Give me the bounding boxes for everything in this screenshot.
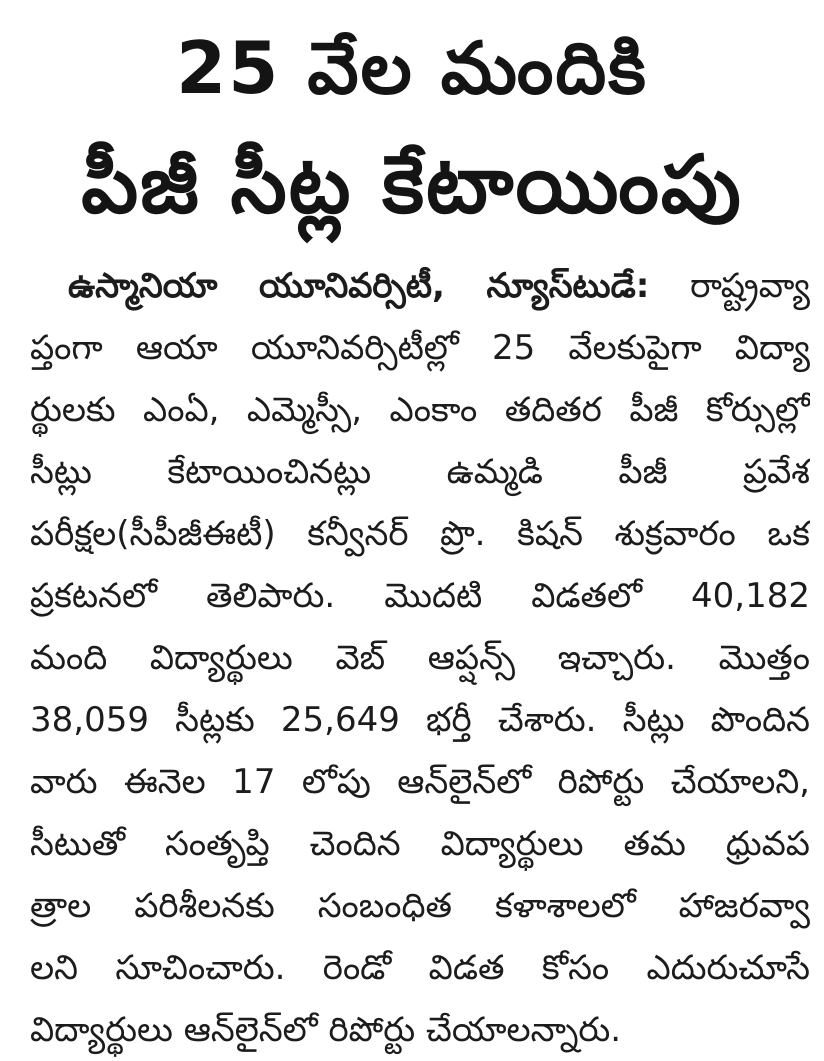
article-dateline: ఉస్మానియా యూనివర్సిటీ, న్యూస్‌టుడే:	[68, 266, 650, 306]
article-line-11: త్రాల పరిశీలనకు సంబంధిత కళాశాలలో హాజరవ్వా	[30, 886, 810, 926]
article-line-3: ర్థులకు ఎంఏ, ఎమ్మెస్సీ, ఎంకాం తదితర పీజీ కోర్సుల్లో	[30, 390, 810, 430]
article-line-9: వారు ఈనెల 17 లోపు ఆన్‌లైన్‌లో రిపోర్టు చేయాలని,	[30, 762, 810, 802]
article-line-5: పరీక్షల(సీపీజీఈటీ) కన్వీనర్ ప్రొ. కిషన్ శుక్రవారం ఒక	[30, 514, 810, 554]
article-line-1	[30, 255, 810, 317]
article-line-13: విద్యార్థులు ఆన్‌లైన్‌లో రిపోర్టు చేయాలన్నారు.	[30, 1010, 622, 1050]
article-line-4: సీట్లు కేటాయించినట్లు ఉమ్మడి పీజీ ప్రవేశ	[30, 452, 810, 492]
article-body	[30, 255, 810, 1061]
article-line-2: ప్తంగా ఆయా యూనివర్సిటీల్లో 25 వేలకుపైగా విద్యా	[30, 328, 810, 368]
article-line-7: మంది విద్యార్థులు వెబ్ ఆప్షన్స్ ఇచ్చారు. మొత్తం	[30, 638, 810, 678]
article-line-8: 38,059 సీట్లకు 25,649 భర్తీ చేశారు. సీట్లు పొందిన	[30, 700, 810, 740]
headline-line-1: 25 వేల మందికి	[176, 26, 648, 110]
article-line-12: లని సూచించారు. రెండో విడత కోసం ఎదురుచూసే	[30, 948, 810, 988]
article-line-1-text: రాష్ట్రవ్యా	[649, 266, 810, 306]
article-line-10: సీటుతో సంతృప్తి చెందిన విద్యార్థులు తమ ధ్రువప	[30, 824, 810, 864]
article-line-6: ప్రకటనలో తెలిపారు. మొదటి విడతలో 40,182	[30, 576, 810, 616]
headline-line-2: పీజీ సీట్ల కేటాయింపు	[81, 138, 743, 231]
